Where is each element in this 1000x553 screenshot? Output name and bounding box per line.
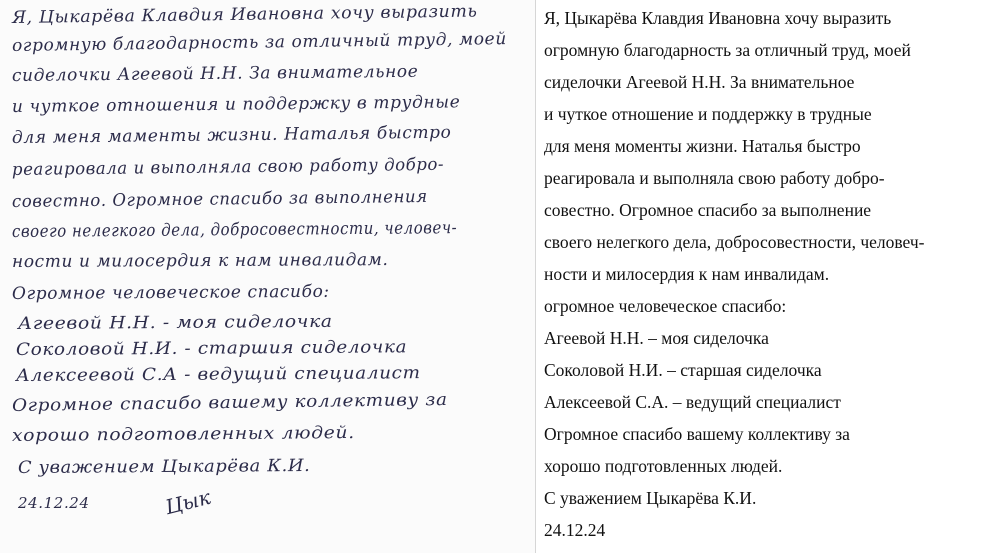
handwritten-line: своего нелегкого дела, добросовестности, человеч-: [11, 218, 458, 242]
transcription-line: Я, Цыкарёва Клавдия Ивановна хочу выразить: [544, 8, 892, 28]
handwritten-line: Огромное человеческое спасибо:: [11, 281, 330, 304]
transcription-line: хорошо подготовленных людей.: [544, 456, 783, 476]
handwritten-line: огромную благодарность за отличный труд, моей: [11, 29, 507, 56]
handwritten-line: и чуткое отношения и поддержку в трудные: [11, 92, 461, 117]
transcription-line: реагировала и выполняла свою работу добро-: [544, 168, 885, 188]
transcription-line: для меня моменты жизни. Наталья быстро: [544, 136, 861, 156]
handwritten-line: Соколовой Н.И. - старшия сиделочка: [15, 337, 408, 360]
transcription-line: Агеевой Н.Н. – моя сиделочка: [544, 328, 769, 348]
handwritten-line: С уважением Цыкарёва К.И.: [17, 455, 311, 478]
transcription-line: огромное человеческое спасибо:: [544, 296, 787, 316]
typed-transcription: [536, 0, 1000, 553]
handwritten-line: Алексеевой С.А - ведущий специалист: [15, 363, 421, 386]
handwritten-line: Агеевой Н.Н. - моя сиделочка: [17, 311, 333, 334]
handwritten-line: Я, Цыкарёва Клавдия Ивановна хочу выразить: [11, 1, 478, 28]
handwritten-date: 24.12.24: [18, 494, 90, 512]
handwritten-line: Огромное спасибо вашему коллективу за: [11, 389, 448, 416]
transcription-line: сиделочки Агеевой Н.Н. За внимательное: [544, 72, 855, 92]
transcription-line: Соколовой Н.И. – старшая сиделочка: [544, 360, 822, 380]
transcription-line: огромную благодарность за отличный труд, моей: [544, 40, 911, 60]
transcription-line: совестно. Огромное спасибо за выполнение: [544, 200, 872, 220]
transcription-line: С уважением Цыкарёва К.И.: [544, 488, 757, 508]
handwritten-line: реагировала и выполняла свою работу добро-: [11, 154, 445, 180]
handwritten-line: сиделочки Агеевой Н.Н. За внимательное: [11, 61, 419, 86]
handwritten-line: хорошо подготовленных людей.: [11, 423, 355, 446]
transcription-line: Алексеевой С.А. – ведущий специалист: [544, 392, 841, 412]
transcription-date: 24.12.24: [544, 520, 606, 540]
transcription-line: ности и милосердия к нам инвалидам.: [544, 264, 830, 284]
handwritten-line: ности и милосердия к нам инвалидам.: [11, 250, 389, 272]
signature: Цык: [162, 484, 213, 520]
transcription-line: своего нелегкого дела, добросовестности, человеч-: [544, 232, 925, 252]
transcription-line: Огромное спасибо вашему коллективу за: [544, 424, 850, 444]
transcription-line: и чуткое отношение и поддержку в трудные: [544, 104, 872, 124]
handwritten-line: совестно. Огромное спасибо за выполнения: [11, 186, 428, 212]
handwritten-line: для меня маменты жизни. Наталья быстро: [11, 122, 452, 148]
